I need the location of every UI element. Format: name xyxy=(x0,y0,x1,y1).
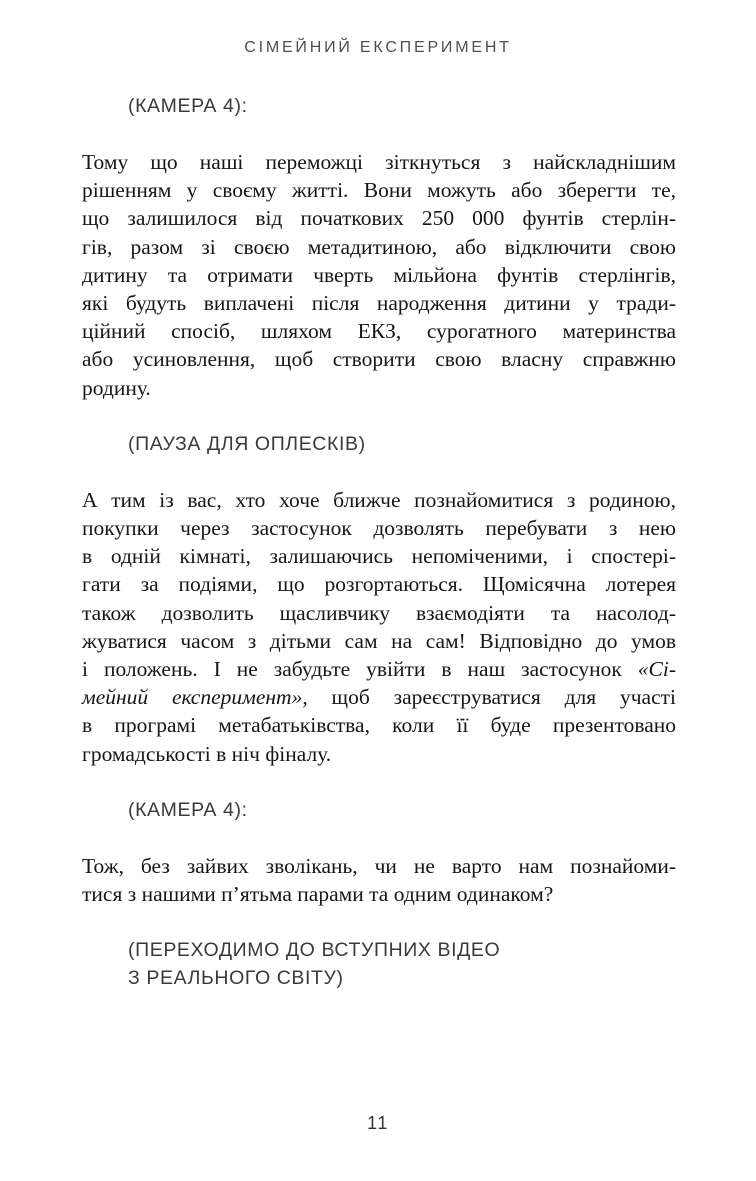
text-line: також дозволить щасливчику взаємодіяти та насолод- xyxy=(82,600,676,625)
body-paragraph xyxy=(82,148,676,402)
text-line: які будуть виплачені після народження дитини у тради- xyxy=(82,291,676,316)
stage-direction xyxy=(82,92,676,120)
text-line: мейний експеримент», щоб зареєструватися для участі xyxy=(82,685,676,710)
text-line: громадськості в ніч фіналу. xyxy=(82,741,332,766)
body-paragraph xyxy=(82,852,676,908)
text-line: (КАМЕРА 4): xyxy=(128,95,248,117)
text-line: Тому що наші переможці зіткнуться з найскладнішим xyxy=(82,150,676,174)
stage-direction xyxy=(82,430,676,458)
text-line: що залишилося від початкових 250 000 фунтів стерлін- xyxy=(82,206,676,231)
text-line: або усиновлення, щоб створити свою власну справжню xyxy=(82,347,676,372)
stage-direction xyxy=(82,796,676,824)
text-line: дитину та отримати чверть мільйона фунтів стерлінгів, xyxy=(82,262,676,287)
text-line: гів, разом зі своєю метадитиною, або відключити свою xyxy=(82,234,676,259)
text-line: тися з нашими п’ятьма парами та одним одинаком? xyxy=(82,882,554,907)
text-line: покупки через застосунок дозволять перебувати з нею xyxy=(82,516,676,541)
page-number: 11 xyxy=(367,1113,389,1133)
text-line: гати за подіями, що розгортаються. Щомісячна лотерея xyxy=(82,572,676,597)
text-line: Тож, без зайвих зволікань, чи не варто нам познайоми- xyxy=(82,853,676,878)
text-line: жуватися часом з дітьми сам на сам! Відповідно до умов xyxy=(82,628,676,653)
text-line: і положень. І не забудьте увійти в наш застосунок «Сі- xyxy=(82,657,676,682)
text-line: в одній кімнаті, залишаючись непоміченими, і спостері- xyxy=(82,544,676,569)
text-line: (ПАУЗА ДЛЯ ОПЛЕСКІВ) xyxy=(128,432,366,455)
text-line: (ПЕРЕХОДИМО ДО ВСТУПНИХ ВІДЕО xyxy=(128,939,501,962)
text-line: (КАМЕРА 4): xyxy=(128,798,248,821)
page-content xyxy=(82,92,676,992)
text-line: родину. xyxy=(82,375,151,400)
text-line: А тим із вас, хто хоче ближче познайомитися з родиною, xyxy=(82,487,676,512)
text-line: в програмі метабатьківства, коли її буде презентовано xyxy=(82,713,676,738)
running-head: СІМЕЙНИЙ ЕКСПЕРИМЕНТ xyxy=(244,39,512,56)
text-line: З РЕАЛЬНОГО СВІТУ) xyxy=(128,967,344,990)
text-line: рішенням у своєму житті. Вони можуть або зберегти те, xyxy=(82,178,676,203)
text-line: ційний спосіб, шляхом ЕКЗ, сурогатного материнства xyxy=(82,319,676,344)
stage-direction xyxy=(82,936,676,992)
body-paragraph xyxy=(82,486,676,768)
